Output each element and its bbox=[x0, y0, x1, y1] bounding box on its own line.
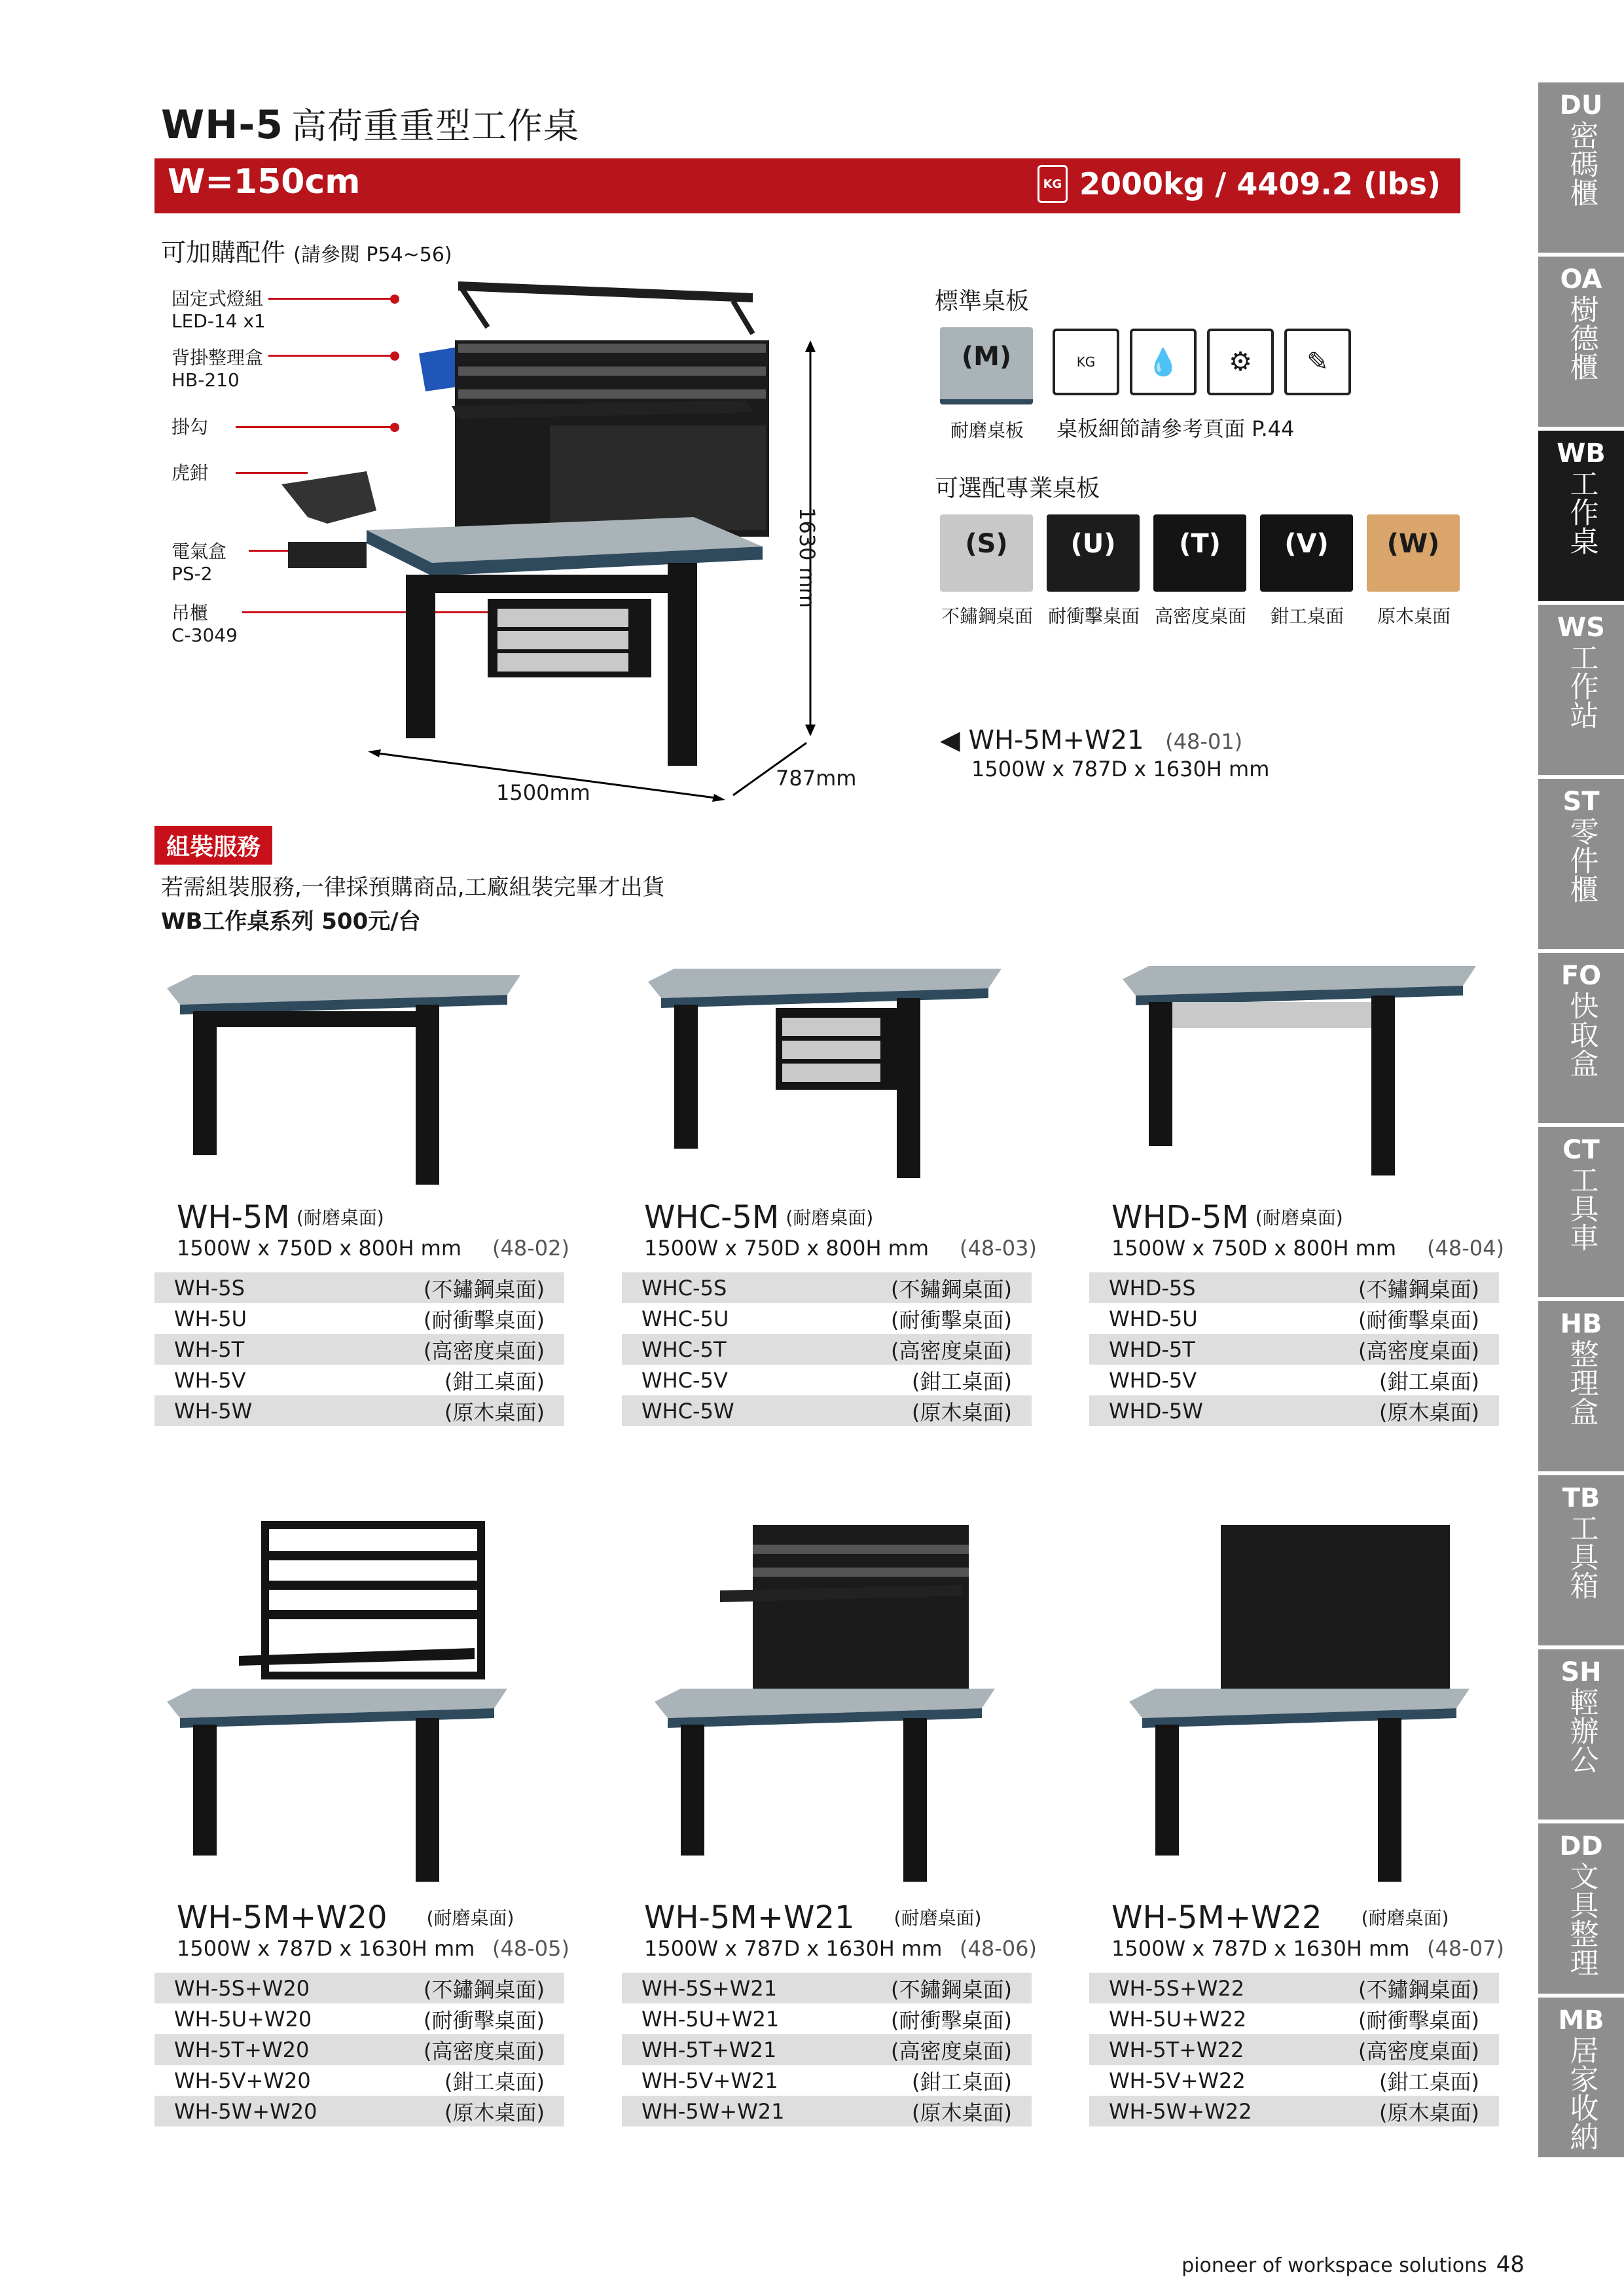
page-title: WH-5 高荷重重型工作桌 bbox=[161, 102, 580, 148]
table-row: WHD-5S (不鏽鋼桌面) bbox=[1089, 1272, 1499, 1303]
sidebar-item-hb[interactable]: HB 整理盒 bbox=[1538, 1301, 1624, 1475]
scratch-icon: ✎ bbox=[1284, 329, 1351, 395]
top-sample-t: (T) bbox=[1153, 514, 1246, 592]
table-row: WH-5V+W21 (鉗工桌面) bbox=[641, 2068, 1012, 2094]
table-row: WH-5V+W22 (鉗工桌面) bbox=[1109, 2068, 1479, 2094]
service-price: WB工作桌系列 500元/台 bbox=[161, 908, 421, 935]
product-wh-5m-w21: WH-5M+W21 (耐磨桌面) 1500W x 787D x 1630H mm (48-06) bbox=[644, 1899, 1037, 1961]
top-sample-v: (V) bbox=[1260, 514, 1353, 592]
table-row: WH-5W (原木桌面) bbox=[154, 1395, 564, 1426]
product-wh-5m: WH-5M (耐磨桌面) 1500W x 750D x 800H mm (48-02) bbox=[177, 1199, 569, 1261]
top-sample-m: (M) bbox=[940, 327, 1033, 404]
table-row: WHD-5U (耐衝擊桌面) bbox=[1109, 1306, 1479, 1333]
footer-tagline: pioneer of workspace solutions bbox=[1182, 2254, 1487, 2277]
load-label: 2000kg / 4409.2 (lbs) bbox=[1079, 166, 1441, 202]
top-label-w: 原木桌面 bbox=[1377, 605, 1451, 627]
product-whd-5m: WHD-5M (耐磨桌面) 1500W x 750D x 800H mm (48-04) bbox=[1111, 1199, 1504, 1261]
sidebar-item-ws[interactable]: WS 工作站 bbox=[1538, 605, 1624, 779]
table-row: WH-5S+W22 (不鏽鋼桌面) bbox=[1089, 1973, 1499, 2003]
water-icon: 💧 bbox=[1130, 329, 1197, 395]
sidebar-item-st[interactable]: ST 零件櫃 bbox=[1538, 779, 1624, 953]
featured-dims: 1500W x 787D x 1630H mm bbox=[971, 757, 1270, 781]
table-row: WH-5U+W21 (耐衝擊桌面) bbox=[641, 2006, 1012, 2033]
optional-tops-title: 可選配專業桌板 bbox=[935, 475, 1100, 502]
table-row: WH-5S+W21 (不鏽鋼桌面) bbox=[622, 1973, 1032, 2003]
table-row: WHD-5V (鉗工桌面) bbox=[1109, 1367, 1479, 1394]
top-sample-u: (U) bbox=[1047, 514, 1140, 592]
top-label-s: 不鏽鋼桌面 bbox=[941, 605, 1033, 627]
sidebar-item-mb[interactable]: MB 居家收納 bbox=[1538, 1998, 1624, 2161]
variant-table-whc-5m bbox=[622, 1272, 1032, 1426]
featured-model: ◀ WH-5M+W21 (48-01) bbox=[940, 725, 1243, 755]
table-row: WHC-5T (高密度桌面) bbox=[622, 1334, 1032, 1365]
table-row: WH-5S+W20 (不鏽鋼桌面) bbox=[154, 1973, 564, 2003]
sidebar-item-oa[interactable]: OA 樹德櫃 bbox=[1538, 257, 1624, 431]
product-wh-5m-w22: WH-5M+W22 (耐磨桌面) 1500W x 787D x 1630H mm (48-07) bbox=[1111, 1899, 1504, 1961]
top-sample-w: (W) bbox=[1367, 514, 1460, 592]
product-whc-5m: WHC-5M (耐磨桌面) 1500W x 750D x 800H mm (48-03) bbox=[644, 1199, 1037, 1261]
depth-dimension: 787mm bbox=[776, 766, 857, 791]
top-label-m: 耐磨桌板 bbox=[950, 420, 1024, 441]
table-row: WH-5T (高密度桌面) bbox=[154, 1334, 564, 1365]
page-number: 48 bbox=[1496, 2251, 1525, 2278]
product-image-wh-5m-w21 bbox=[655, 1525, 1008, 1885]
variant-table-wh-5m-w20 bbox=[154, 1973, 564, 2126]
variant-table-wh-5m bbox=[154, 1272, 564, 1426]
variant-table-wh-5m-w22 bbox=[1089, 1973, 1499, 2126]
table-row: WHC-5W (原木桌面) bbox=[622, 1395, 1032, 1426]
accessory-power-box: 電氣盒 PS-2 bbox=[171, 541, 227, 584]
product-image-wh-5m-w20 bbox=[167, 1525, 520, 1885]
top-label-u: 耐衝擊桌面 bbox=[1047, 605, 1140, 627]
top-sample-s: (S) bbox=[940, 514, 1033, 592]
sidebar-item-ct[interactable]: CT 工具車 bbox=[1538, 1127, 1624, 1301]
standard-top-title: 標準桌板 bbox=[935, 288, 1030, 315]
product-wh-5m-w20: WH-5M+W20 (耐磨桌面) 1500W x 787D x 1630H mm (48-05) bbox=[177, 1899, 569, 1961]
accessory-cabinet: 吊櫃 C-3049 bbox=[171, 602, 238, 646]
table-row: WH-5W+W20 (原木桌面) bbox=[154, 2096, 564, 2126]
table-row: WHC-5V (鉗工桌面) bbox=[641, 1367, 1012, 1394]
product-image-whc-5m bbox=[648, 969, 1001, 1178]
table-row: WH-5U (耐衝擊桌面) bbox=[174, 1306, 545, 1333]
weight-icon: KG bbox=[1038, 165, 1068, 203]
saw-icon: ⚙ bbox=[1207, 329, 1274, 395]
top-label-v: 鉗工桌面 bbox=[1270, 605, 1344, 627]
sidebar-item-sh[interactable]: SH 輕辦公 bbox=[1538, 1649, 1624, 1823]
sidebar-item-du[interactable]: DU 密碼櫃 bbox=[1538, 82, 1624, 257]
width-label: W=150cm bbox=[168, 162, 361, 202]
table-row: WH-5S (不鏽鋼桌面) bbox=[154, 1272, 564, 1303]
table-row: WH-5U+W22 (耐衝擊桌面) bbox=[1109, 2006, 1479, 2033]
table-row: WH-5W+W22 (原木桌面) bbox=[1089, 2096, 1499, 2126]
sidebar-item-tb[interactable]: TB 工具箱 bbox=[1538, 1475, 1624, 1649]
accessory-light: 固定式燈組 LED-14 x1 bbox=[171, 288, 266, 332]
table-row: WHC-5U (耐衝擊桌面) bbox=[641, 1306, 1012, 1333]
product-image-wh-5m-w22 bbox=[1129, 1525, 1483, 1885]
width-dimension: 1500mm bbox=[496, 780, 590, 805]
table-row: WH-5W+W21 (原木桌面) bbox=[622, 2096, 1032, 2126]
sidebar-item-wb[interactable]: WB 工作桌 bbox=[1538, 431, 1624, 605]
product-image-wh-5m bbox=[167, 975, 520, 1185]
table-row: WHD-5W (原木桌面) bbox=[1089, 1395, 1499, 1426]
accessories-title: 可加購配件 (請參閱 P54~56) bbox=[161, 238, 452, 267]
accessory-vise: 虎鉗 bbox=[171, 462, 209, 484]
variant-table-wh-5m-w21 bbox=[622, 1973, 1032, 2126]
table-row: WH-5V (鉗工桌面) bbox=[174, 1367, 545, 1394]
table-row: WHD-5T (高密度桌面) bbox=[1089, 1334, 1499, 1365]
table-row: WH-5T+W22 (高密度桌面) bbox=[1089, 2034, 1499, 2065]
table-row: WH-5U+W20 (耐衝擊桌面) bbox=[174, 2006, 545, 2033]
table-row: WH-5T+W21 (高密度桌面) bbox=[622, 2034, 1032, 2065]
table-row: WH-5T+W20 (高密度桌面) bbox=[154, 2034, 564, 2065]
table-row: WHC-5S (不鏽鋼桌面) bbox=[622, 1272, 1032, 1303]
category-sidebar bbox=[1538, 82, 1624, 2161]
height-dimension: 1630 mm bbox=[795, 507, 820, 608]
load-icon: KG bbox=[1053, 329, 1119, 395]
assembly-service-badge: 組裝服務 bbox=[154, 826, 272, 865]
accessory-hook: 掛勾 bbox=[171, 416, 209, 438]
top-detail-note: 桌板細節請參考頁面 P.44 bbox=[1056, 416, 1295, 441]
top-label-t: 高密度桌面 bbox=[1154, 605, 1246, 627]
table-row: WH-5V+W20 (鉗工桌面) bbox=[174, 2068, 545, 2094]
variant-table-whd-5m bbox=[1089, 1272, 1499, 1426]
service-note: 若需組裝服務,一律採預購商品,工廠組裝完畢才出貨 bbox=[161, 874, 665, 901]
sidebar-item-dd[interactable]: DD 文具整理 bbox=[1538, 1823, 1624, 1998]
footer bbox=[1182, 2251, 1525, 2278]
product-image-whd-5m bbox=[1123, 966, 1476, 1175]
sidebar-item-fo[interactable]: FO 快取盒 bbox=[1538, 953, 1624, 1127]
accessory-organizer: 背掛整理盒 HB-210 bbox=[171, 347, 264, 391]
